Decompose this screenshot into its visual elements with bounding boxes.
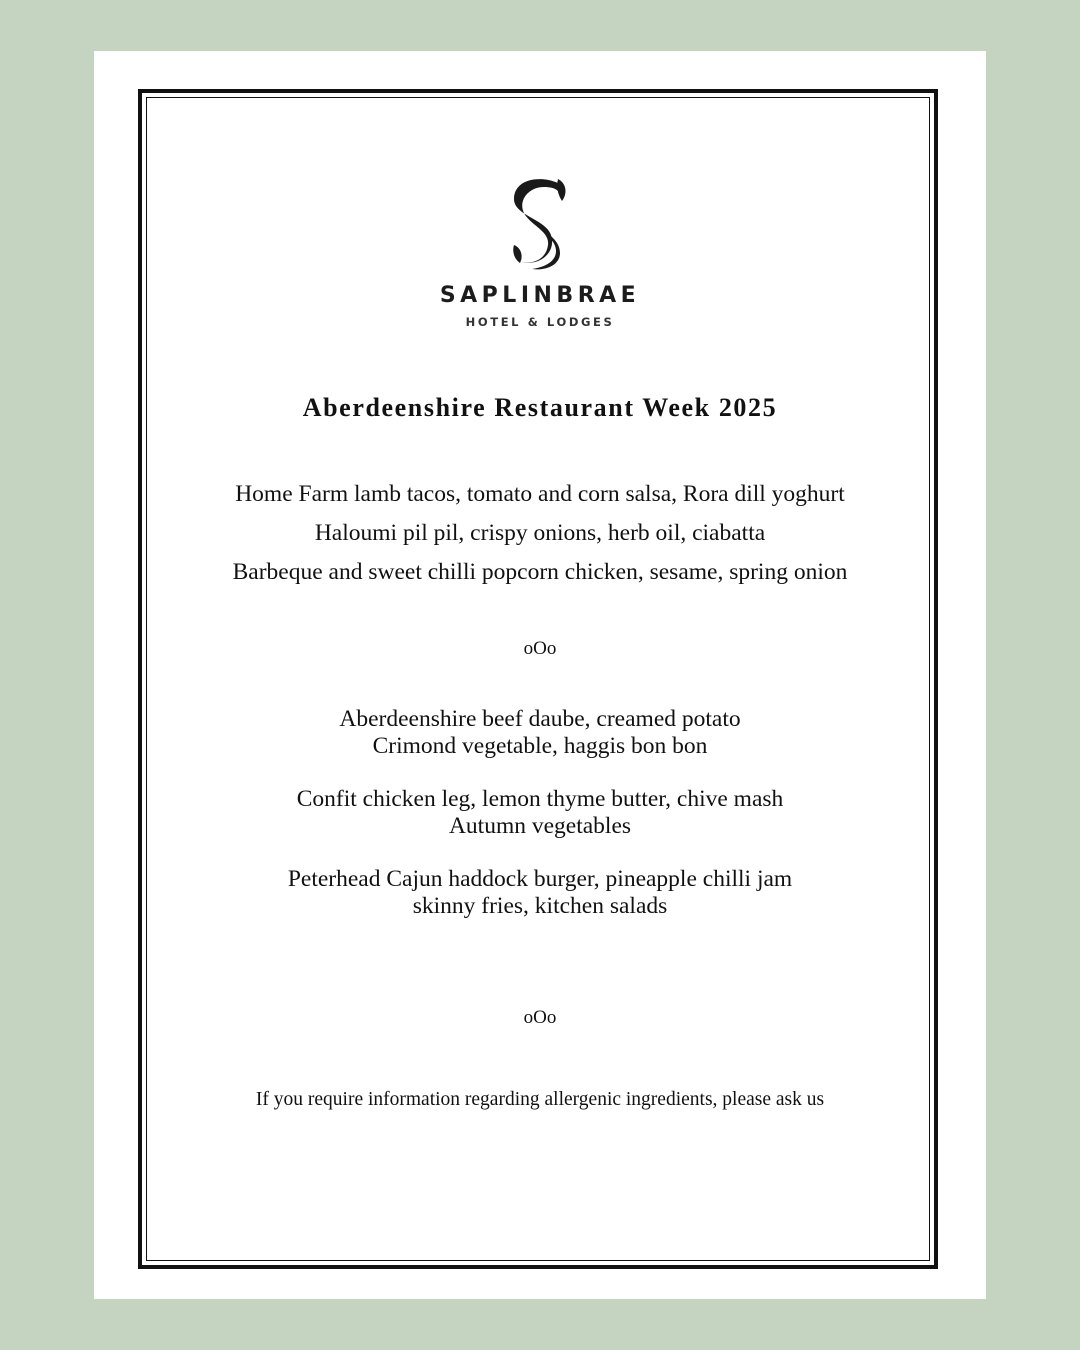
main-item-line: Aberdeenshire beef daube, creamed potato bbox=[339, 706, 741, 732]
brand-tagline: HOTEL & LODGES bbox=[465, 315, 615, 329]
section-separator: oOo bbox=[523, 1007, 557, 1028]
starter-item: Haloumi pil pil, crispy onions, herb oil, ciabatta bbox=[314, 520, 766, 546]
main-item-line: Autumn vegetables bbox=[448, 813, 632, 839]
menu-sheet bbox=[94, 51, 986, 1299]
allergen-note: If you require information regarding allergenic ingredients, please ask us bbox=[255, 1089, 825, 1110]
starter-item: Barbeque and sweet chilli popcorn chicken, sesame, spring onion bbox=[232, 559, 848, 585]
starter-item: Home Farm lamb tacos, tomato and corn salsa, Rora dill yoghurt bbox=[235, 481, 845, 507]
main-item-line: Crimond vegetable, haggis bon bon bbox=[372, 733, 708, 759]
main-item-line: Confit chicken leg, lemon thyme butter, chive mash bbox=[296, 786, 784, 812]
saplinbrae-logo-icon bbox=[500, 173, 580, 273]
menu-title: Aberdeenshire Restaurant Week 2025 bbox=[302, 393, 778, 422]
main-item-line: skinny fries, kitchen salads bbox=[412, 893, 668, 919]
section-separator: oOo bbox=[523, 638, 557, 659]
logo bbox=[94, 173, 986, 273]
brand-name: SAPLINBRAE bbox=[439, 283, 641, 308]
main-item-line: Peterhead Cajun haddock burger, pineapple chilli jam bbox=[287, 866, 793, 892]
